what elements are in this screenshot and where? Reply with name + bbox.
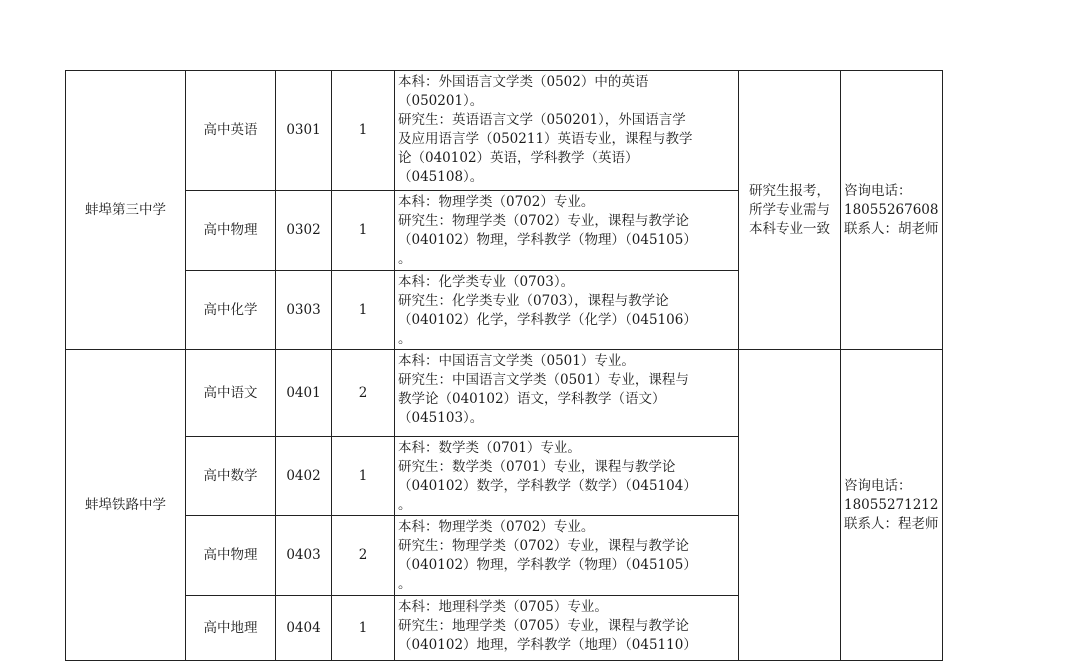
hire-count-cell: 1 [332, 271, 395, 350]
post-code-cell: 0303 [276, 271, 332, 350]
major-line: 。 [398, 576, 412, 592]
remark-cell [739, 71, 841, 350]
major-requirement-cell [395, 350, 739, 437]
major-line: 本科：物理学类（0702）专业。 [398, 194, 595, 210]
major-line: （040102）数学，学科教学（数学）（045104） [398, 478, 697, 494]
hire-count-cell: 1 [332, 437, 395, 516]
major-line: （040102）化学，学科教学（化学）（045106） [398, 312, 697, 328]
post-code-cell: 0301 [276, 71, 332, 191]
hire-count-cell: 2 [332, 350, 395, 437]
post-code-cell: 0403 [276, 516, 332, 596]
post-code-cell: 0402 [276, 437, 332, 516]
major-line: 论（040102）英语，学科教学（英语） [398, 150, 639, 166]
post-name-cell: 高中数学 [186, 437, 276, 516]
major-line: 本科：地理科学类（0705）专业。 [398, 599, 608, 615]
major-line: 本科：外国语言文学类（0502）中的英语 [398, 74, 649, 90]
major-requirement-cell [395, 596, 739, 661]
contact-cell [841, 71, 943, 350]
post-name-cell: 高中化学 [186, 271, 276, 350]
major-line: （040102）物理，学科教学（物理）（045105） [398, 232, 697, 248]
contact-cell [841, 350, 943, 661]
major-line: （045103）。 [398, 410, 484, 426]
major-line: 。 [398, 497, 412, 513]
post-code-cell: 0401 [276, 350, 332, 437]
major-line: （050201）。 [398, 93, 484, 109]
post-name-cell: 高中语文 [186, 350, 276, 437]
major-line: 本科：中国语言文学类（0501）专业。 [398, 353, 635, 369]
major-line: 及应用语言学（050211）英语专业，课程与教学 [398, 131, 693, 147]
major-line: 研究生：化学类专业（0703），课程与教学论 [398, 293, 669, 309]
hire-count-cell: 1 [332, 71, 395, 191]
major-line: （040102）地理，学科教学（地理）（045110） [398, 637, 697, 653]
major-line: 。 [398, 251, 412, 267]
table-row [66, 350, 943, 437]
post-name-cell: 高中英语 [186, 71, 276, 191]
major-line: 本科：物理学类（0702）专业。 [398, 519, 595, 535]
major-line: 研究生：物理学类（0702）专业，课程与教学论 [398, 213, 689, 229]
contact-person: 联系人：程老师 [844, 515, 939, 532]
contact-phone-label: 咨询电话： [844, 477, 912, 494]
post-code-cell: 0302 [276, 191, 332, 271]
school-name-cell: 蚌埠铁路中学 [66, 350, 186, 661]
hire-count-cell: 2 [332, 516, 395, 596]
recruitment-table [65, 70, 943, 661]
post-name-cell: 高中物理 [186, 516, 276, 596]
remark-cell [739, 350, 841, 661]
post-name-cell: 高中物理 [186, 191, 276, 271]
major-line: 研究生：地理学类（0705）专业，课程与教学论 [398, 618, 689, 634]
major-line: 研究生：英语语言文学（050201），外国语言学 [398, 112, 686, 128]
hire-count-cell: 1 [332, 596, 395, 661]
remark-line: 本科专业一致 [749, 220, 830, 237]
major-line: （045108）。 [398, 169, 484, 185]
major-line: 本科：化学类专业（0703）。 [398, 274, 575, 290]
major-requirement-cell [395, 271, 739, 350]
major-line: 研究生：物理学类（0702）专业，课程与教学论 [398, 538, 689, 554]
contact-phone-number: 18055267608 [844, 201, 939, 218]
major-line: （040102）物理，学科教学（物理）（045105） [398, 557, 697, 573]
major-requirement-cell [395, 437, 739, 516]
post-name-cell: 高中地理 [186, 596, 276, 661]
remark-line: 所学专业需与 [749, 201, 830, 218]
major-line: 本科：数学类（0701）专业。 [398, 440, 581, 456]
hire-count-cell: 1 [332, 191, 395, 271]
major-line: 研究生：中国语言文学类（0501）专业，课程与 [398, 372, 689, 388]
major-requirement-cell [395, 191, 739, 271]
major-line: 研究生：数学类（0701）专业，课程与教学论 [398, 459, 676, 475]
post-code-cell: 0404 [276, 596, 332, 661]
contact-phone-label: 咨询电话： [844, 182, 912, 199]
remark-line: 研究生报考， [749, 182, 830, 199]
contact-phone-number: 18055271212 [844, 496, 939, 513]
major-line: 教学论（040102）语文，学科教学（语文） [398, 391, 666, 407]
major-line: 。 [398, 331, 412, 347]
major-requirement-cell [395, 516, 739, 596]
school-name-cell: 蚌埠第三中学 [66, 71, 186, 350]
table-row [66, 71, 943, 191]
major-requirement-cell [395, 71, 739, 191]
contact-person: 联系人：胡老师 [844, 220, 939, 237]
